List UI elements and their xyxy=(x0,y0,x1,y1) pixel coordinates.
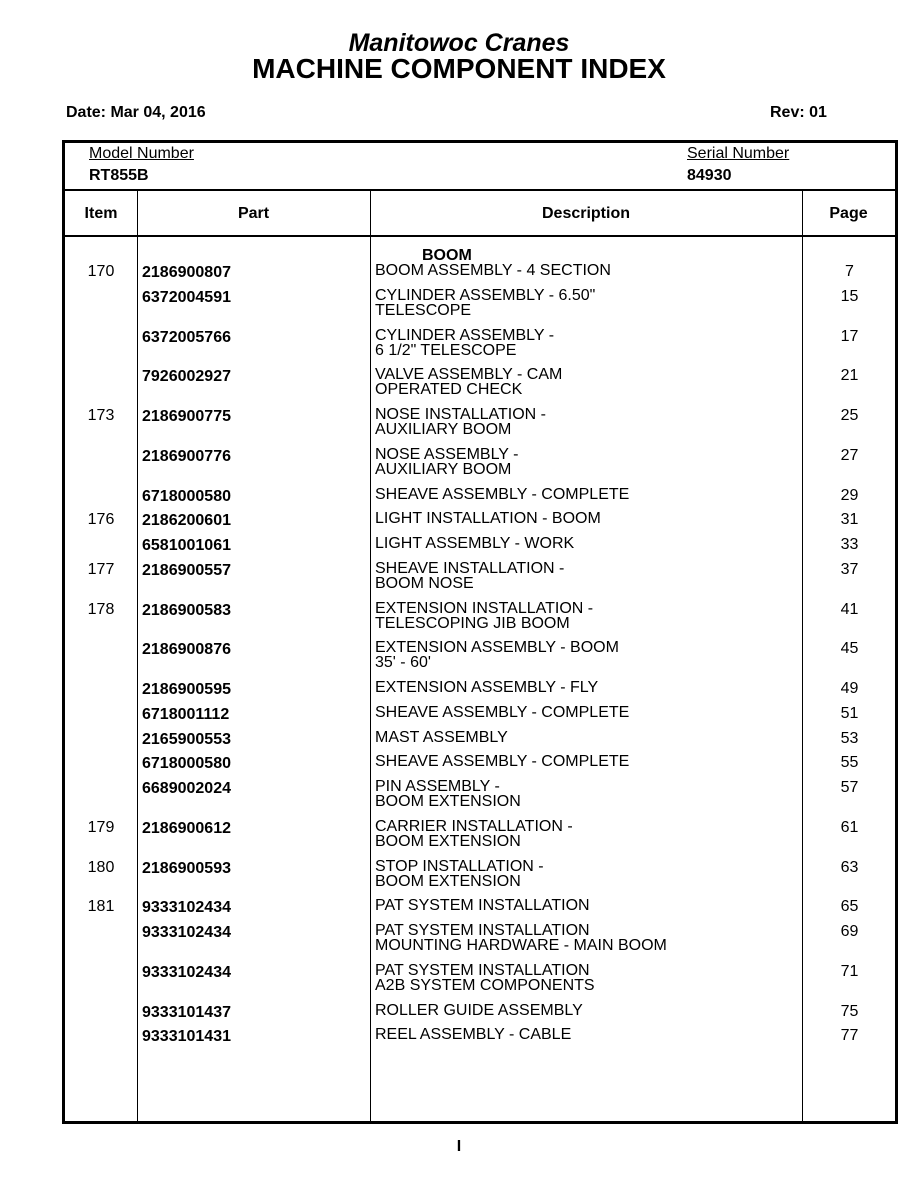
part-number: 2186900776 xyxy=(142,447,231,465)
serial-number-value: 84930 xyxy=(687,167,732,184)
item-number: 173 xyxy=(87,407,115,425)
item-number: 180 xyxy=(87,858,115,876)
description-line: 6 1/2" TELESCOPE xyxy=(375,341,517,359)
description-line: EXTENSION INSTALLATION - xyxy=(375,599,594,617)
part-number: 2186900876 xyxy=(142,641,231,659)
description xyxy=(375,963,595,993)
part-number: 6718001112 xyxy=(142,705,230,723)
page-reference: 53 xyxy=(840,729,859,747)
description-line: PIN ASSEMBLY - xyxy=(375,778,500,795)
description-line: 35' - 60' xyxy=(375,654,431,672)
description-line: OPERATED CHECK xyxy=(375,381,523,399)
description xyxy=(375,561,564,591)
component-table xyxy=(62,140,898,1124)
description xyxy=(375,923,667,953)
part-number: 9333102434 xyxy=(142,899,231,917)
table-row xyxy=(65,288,895,326)
description xyxy=(375,730,508,745)
document-title: MACHINE COMPONENT INDEX xyxy=(252,53,666,84)
page-reference: 65 xyxy=(840,898,859,916)
table-row xyxy=(65,407,895,445)
table-row xyxy=(65,367,895,405)
part-number: 6372004591 xyxy=(142,288,231,306)
description-line: BOOM EXTENSION xyxy=(375,832,521,850)
description xyxy=(375,640,619,670)
description-line: A2B SYSTEM COMPONENTS xyxy=(375,976,595,994)
page-reference: 41 xyxy=(840,600,859,618)
description-line: LIGHT INSTALLATION - BOOM xyxy=(375,510,601,528)
description-line: STOP INSTALLATION - xyxy=(375,857,544,875)
description-line: MOUNTING HARDWARE - MAIN BOOM xyxy=(375,937,667,955)
item-number: 176 xyxy=(87,511,115,529)
part-number: 2186900775 xyxy=(142,408,231,426)
description xyxy=(375,819,573,849)
page-reference: 33 xyxy=(840,536,859,554)
table-row xyxy=(65,859,895,897)
description-line: PAT SYSTEM INSTALLATION xyxy=(375,922,590,940)
item-number: 179 xyxy=(87,818,115,836)
table-row xyxy=(65,923,895,961)
description xyxy=(375,898,590,913)
description-line: VALVE ASSEMBLY - CAM xyxy=(375,366,563,384)
description xyxy=(375,328,554,358)
description-line: AUXILIARY BOOM xyxy=(375,421,512,439)
part-number: 7926002927 xyxy=(142,368,231,386)
part-number: 2186900612 xyxy=(142,819,231,837)
part-number: 9333102434 xyxy=(142,924,231,942)
document-revision: Rev: 01 xyxy=(770,104,827,121)
table-row xyxy=(65,963,895,1001)
column-header-description: Description xyxy=(541,205,630,222)
description xyxy=(375,407,546,437)
part-number: 2186200601 xyxy=(142,512,231,530)
model-number-label: Model Number xyxy=(89,145,194,162)
part-number: 2186900593 xyxy=(142,859,231,877)
item-number: 181 xyxy=(87,898,115,916)
page-reference: 27 xyxy=(840,446,859,464)
item-number: 178 xyxy=(87,600,115,618)
description-line: CARRIER INSTALLATION - xyxy=(375,817,573,835)
page-reference: 31 xyxy=(840,511,859,529)
part-number: 6718000580 xyxy=(142,755,231,773)
description-line: SHEAVE ASSEMBLY - COMPLETE xyxy=(375,753,630,771)
page-number: I xyxy=(456,1138,462,1155)
description-line: ROLLER GUIDE ASSEMBLY xyxy=(375,1001,583,1019)
section-title: BOOM xyxy=(422,247,472,264)
page-reference: 63 xyxy=(840,858,859,876)
page-reference: 51 xyxy=(840,704,859,722)
part-number: 6718000580 xyxy=(142,487,231,505)
document-date: Date: Mar 04, 2016 xyxy=(66,104,206,121)
description-line: SHEAVE ASSEMBLY - COMPLETE xyxy=(375,485,630,503)
description-line: EXTENSION ASSEMBLY - FLY xyxy=(375,679,599,697)
description xyxy=(375,779,521,809)
description xyxy=(375,288,595,318)
part-number: 2186900583 xyxy=(142,601,231,619)
description-line: CYLINDER ASSEMBLY - 6.50" xyxy=(375,286,596,304)
description xyxy=(375,601,593,631)
description-line: BOOM EXTENSION xyxy=(375,872,521,890)
page-reference: 61 xyxy=(840,818,859,836)
page-reference: 75 xyxy=(840,1002,859,1020)
part-number: 2186900807 xyxy=(142,264,231,281)
description xyxy=(375,859,544,889)
description xyxy=(375,367,562,397)
description-line: CYLINDER ASSEMBLY - xyxy=(375,326,555,344)
header-divider xyxy=(65,189,895,191)
description-line: EXTENSION ASSEMBLY - BOOM xyxy=(375,639,619,657)
company-title: Manitowoc Cranes xyxy=(348,29,570,57)
page-reference: 21 xyxy=(840,367,859,385)
description-line: BOOM ASSEMBLY - 4 SECTION xyxy=(375,262,611,279)
part-number: 2165900553 xyxy=(142,730,231,748)
description-line: REEL ASSEMBLY - CABLE xyxy=(375,1026,572,1044)
page-reference: 77 xyxy=(840,1027,859,1045)
table-row xyxy=(65,640,895,678)
page-reference: 29 xyxy=(840,486,859,504)
table-row xyxy=(65,819,895,857)
page-reference: 69 xyxy=(840,923,859,941)
description xyxy=(375,263,611,278)
description-line: SHEAVE INSTALLATION - xyxy=(375,559,565,577)
column-header-page: Page xyxy=(829,205,868,222)
page-reference: 15 xyxy=(840,287,859,305)
description xyxy=(375,511,601,526)
page-reference: 45 xyxy=(840,640,859,658)
description xyxy=(375,536,574,551)
model-number-value: RT855B xyxy=(89,167,149,184)
part-number: 6581001061 xyxy=(142,537,231,555)
description-line: PAT SYSTEM INSTALLATION xyxy=(375,897,590,915)
item-number: 177 xyxy=(87,560,115,578)
description-line: NOSE INSTALLATION - xyxy=(375,406,546,424)
page-reference: 49 xyxy=(840,680,859,698)
description xyxy=(375,754,629,769)
page-reference: 55 xyxy=(840,754,859,772)
part-number: 2186900557 xyxy=(142,561,231,579)
page-reference: 57 xyxy=(840,779,859,796)
page-reference: 71 xyxy=(840,962,859,980)
description-line: BOOM NOSE xyxy=(375,574,474,592)
part-number: 2186900595 xyxy=(142,681,231,699)
part-number: 9333102434 xyxy=(142,963,231,981)
table-row xyxy=(65,779,895,817)
part-number: 9333101437 xyxy=(142,1003,231,1021)
description-line: AUXILIARY BOOM xyxy=(375,460,512,478)
page-reference: 37 xyxy=(840,560,859,578)
table-row xyxy=(65,328,895,366)
table-row xyxy=(65,1027,895,1065)
table-row xyxy=(65,601,895,639)
page-reference: 25 xyxy=(840,407,859,425)
page-reference: 7 xyxy=(845,263,854,280)
description xyxy=(375,487,629,502)
description-line: TELESCOPING JIB BOOM xyxy=(375,614,570,632)
description xyxy=(375,680,598,695)
part-number: 6372005766 xyxy=(142,328,231,346)
table-row xyxy=(65,561,895,599)
description-line: MAST ASSEMBLY xyxy=(375,728,508,746)
column-header-item: Item xyxy=(84,205,118,222)
description-line: NOSE ASSEMBLY - xyxy=(375,445,519,463)
description xyxy=(375,1027,571,1042)
part-number: 9333101431 xyxy=(142,1028,231,1046)
description xyxy=(375,705,629,720)
description-line: LIGHT ASSEMBLY - WORK xyxy=(375,535,575,553)
page-reference: 17 xyxy=(840,327,859,345)
description-line: PAT SYSTEM INSTALLATION xyxy=(375,961,590,979)
table-row xyxy=(65,447,895,485)
description-line: TELESCOPE xyxy=(375,301,472,319)
description xyxy=(375,447,518,477)
part-number: 6689002024 xyxy=(142,780,231,797)
description-line: SHEAVE ASSEMBLY - COMPLETE xyxy=(375,703,630,721)
item-number: 170 xyxy=(87,263,115,280)
description xyxy=(375,1003,583,1018)
column-header-part: Part xyxy=(237,205,270,222)
column-header-divider xyxy=(65,235,895,237)
description-line: BOOM EXTENSION xyxy=(375,793,521,810)
serial-number-label: Serial Number xyxy=(687,145,790,162)
